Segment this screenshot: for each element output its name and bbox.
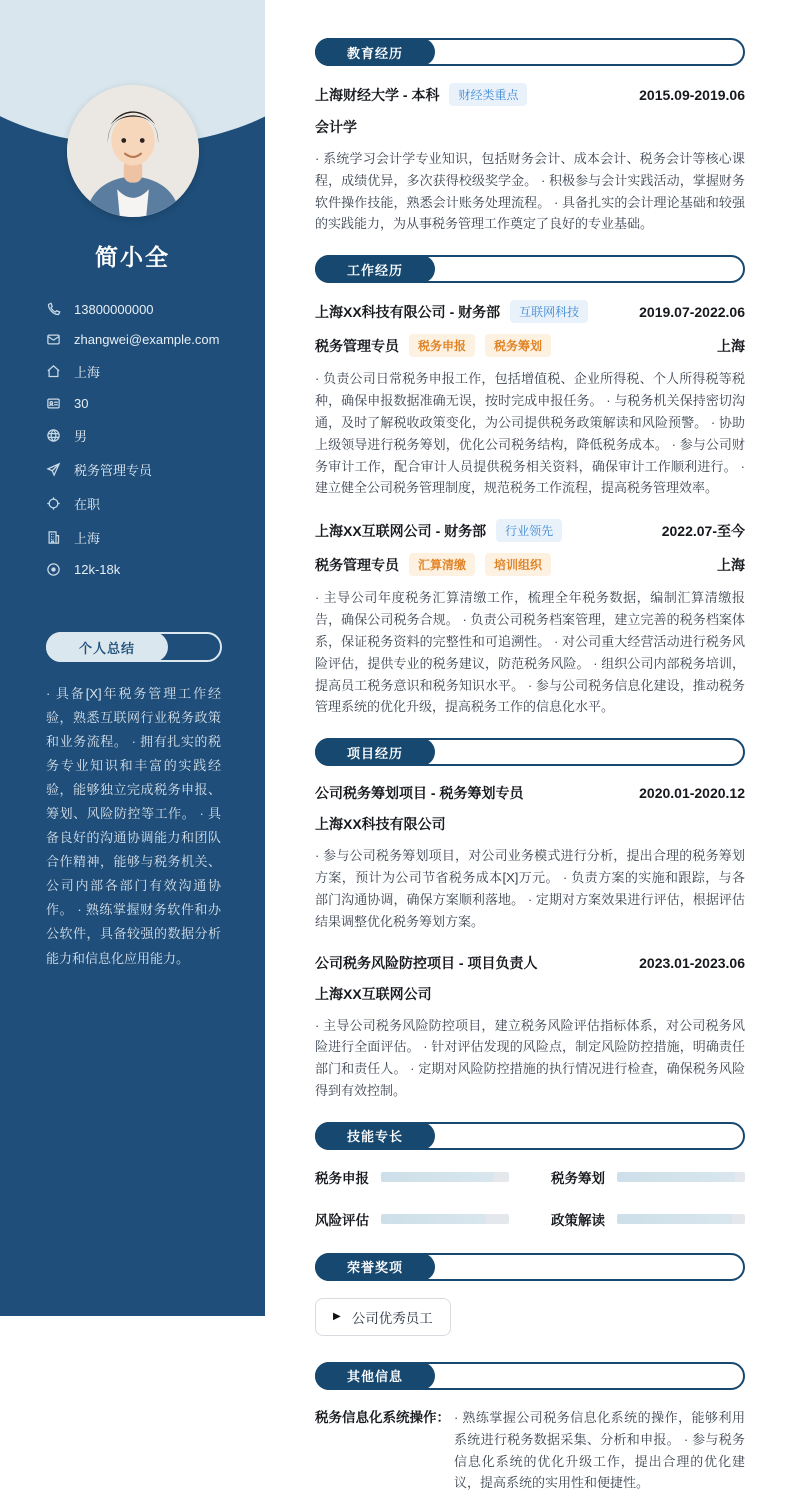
contact-salary-value: 12k-18k <box>74 562 121 577</box>
job-role: 税务管理专员 <box>315 556 399 573</box>
project-date: 2023.01-2023.06 <box>639 954 745 971</box>
job-role-row <box>315 334 745 357</box>
honors-section-header <box>315 1253 745 1281</box>
project-description: · 参与公司税务筹划项目，对公司业务模式进行分析，提出合理的税务筹划方案，预计为公司节省税务成本[X]万元。 · 负责方案的实施和跟踪，与各部门沟通协调，确保方案顺利落地。 · 定期对方案效果进行评估，根据评估结果调整优化税务筹划方案。 <box>315 848 745 929</box>
summary-section-header <box>46 632 222 662</box>
paper-plane-icon <box>46 462 61 477</box>
project-company: 上海XX科技有限公司 <box>315 816 446 833</box>
job-company-tag-badge: 行业领先 <box>496 519 562 542</box>
home-icon <box>46 364 61 379</box>
job-company-tag-badge: 互联网科技 <box>510 300 588 323</box>
skill-item <box>315 1167 509 1187</box>
education-description: · 系统学习会计学专业知识，包括财务会计、成本会计、税务会计等核心课程，成绩优异，多次获得校级奖学金。 · 积极参与会计实践活动，掌握财务软件操作技能，熟悉会计账务处理流程。 · 具备扎实的会计理论基础和较强的实践能力，为从事税务管理工作奠定了良好的专业基础。 <box>315 151 745 232</box>
job-date: 2019.07-2022.06 <box>639 303 745 320</box>
status-icon <box>46 496 61 511</box>
skill-bar-fill <box>381 1214 486 1224</box>
education-date: 2015.09-2019.06 <box>639 86 745 103</box>
skill-bar <box>617 1214 745 1224</box>
work-section-title: 工作经历 <box>315 255 435 283</box>
project-entry-header <box>315 953 745 973</box>
job-company: 上海XX科技有限公司 - 财务部 <box>315 303 501 320</box>
summary-section-title: 个人总结 <box>46 632 168 662</box>
job-skill-tag-badge: 税务申报 <box>409 334 475 357</box>
skills-section-title: 技能专长 <box>315 1122 435 1150</box>
project-company: 上海XX互联网公司 <box>315 985 432 1002</box>
skills-grid <box>315 1167 745 1229</box>
job-description: · 负责公司日常税务申报工作，包括增值税、企业所得税、个人所得税等税种，确保申报数据准确无误，按时完成申报任务。 · 与税务机关保持密切沟通，及时了解税收政策变化，为公司提供税务政策解读和风险预警。 · 协助上级领导进行税务筹划，优化公司税务结构，降低税务成本。 · 参与公司财务审计工作，配合审计人员提供税务相关资料，确保审计工作顺利进行。 · 建立健全公司税务管理制度，规范税务工作流程，提高税务管理效率。 <box>315 371 745 496</box>
skill-bar <box>617 1172 745 1182</box>
skill-bar <box>381 1172 509 1182</box>
projects-section-title: 项目经历 <box>315 738 435 766</box>
contact-location <box>46 362 219 381</box>
job-skill-tag-badge: 税务筹划 <box>485 334 551 357</box>
email-icon <box>46 332 61 347</box>
contact-email-value: zhangwei@example.com <box>74 332 220 347</box>
salary-icon <box>46 562 61 577</box>
summary-text: · 具备[X]年税务管理工作经验，熟悉互联网行业税务政策和业务流程。 · 拥有扎实的税务专业知识和丰富的实践经验，能够独立完成税务申报、筹划、风险防控等工作。 · 具备良好的沟通协调能力和团队合作精神，能够与税务机关、公司内部各部门有效沟通协作。 · 熟练掌握财务软件和办公软件，具备较强的数据分析能力和信息化应用能力。 <box>46 686 221 966</box>
skills-section-header <box>315 1122 745 1150</box>
phone-icon <box>46 302 61 317</box>
gender-icon <box>46 428 61 443</box>
contact-salary <box>46 562 219 577</box>
skill-item <box>551 1209 745 1229</box>
project-entry-header <box>315 783 745 803</box>
job-entry-header <box>315 300 745 323</box>
candidate-name: 简小全 <box>95 244 170 270</box>
skill-bar-fill <box>617 1172 735 1182</box>
job-role-row <box>315 553 745 576</box>
skill-name: 税务申报 <box>315 1170 369 1186</box>
id-card-icon <box>46 396 61 411</box>
education-major: 会计学 <box>315 119 357 135</box>
education-entry-header <box>315 83 745 106</box>
skill-name: 风险评估 <box>315 1212 369 1228</box>
sidebar <box>0 0 265 1316</box>
honor-expand-button[interactable] <box>315 1298 451 1336</box>
honor-label: 公司优秀员工 <box>351 1310 433 1326</box>
job-description: · 主导公司年度税务汇算清缴工作，梳理全年税务数据，编制汇算清缴报告，确保公司税务合规。 · 负责公司税务档案管理，建立完善的税务档案体系，保证税务资料的完整性和可追溯性。 · 对公司重大经营活动进行税务风险评估，提供专业的税务建议，防范税务风险。 · 组织公司内部税务培训，提高员工税务意识和税务知识水平。 · 参与公司税务信息化建设，推动税务管理系统的优化升级，提高税务工作的信息化水平。 <box>315 590 745 715</box>
main-content <box>315 0 745 1494</box>
skill-bar-fill <box>381 1172 494 1182</box>
building-icon <box>46 530 61 545</box>
contact-phone-value: 13800000000 <box>74 302 154 317</box>
project-date: 2020.01-2020.12 <box>639 785 745 802</box>
job-entry-header <box>315 519 745 542</box>
contact-email <box>46 332 219 347</box>
skill-bar <box>381 1214 509 1224</box>
education-school: 上海财经大学 - 本科 <box>315 86 440 103</box>
contact-gender <box>46 426 219 445</box>
contact-status-value: 在职 <box>74 497 101 512</box>
education-section-title: 教育经历 <box>315 38 435 66</box>
skill-item <box>315 1209 509 1229</box>
work-section-header <box>315 255 745 283</box>
job-skill-tag-badge: 培训组织 <box>485 553 551 576</box>
contact-list <box>0 302 265 577</box>
contact-company-city-value: 上海 <box>74 531 101 546</box>
project-name: 公司税务筹划项目 - 税务筹划专员 <box>315 785 524 802</box>
contact-age-value: 30 <box>74 396 89 411</box>
job-skill-tag-badge: 汇算清缴 <box>409 553 475 576</box>
contact-location-value: 上海 <box>74 365 101 380</box>
avatar-illustration <box>67 85 199 217</box>
other-info-label: 税务信息化系统操作： <box>315 1409 450 1425</box>
projects-section-header <box>315 738 745 766</box>
education-section-header <box>315 38 745 66</box>
job-date: 2022.07-至今 <box>661 522 745 539</box>
play-triangle-icon: ▶ <box>333 1310 341 1322</box>
job-location: 上海 <box>717 556 745 573</box>
skill-name: 税务筹划 <box>551 1170 605 1186</box>
job-company: 上海XX互联网公司 - 财务部 <box>315 522 487 539</box>
job-location: 上海 <box>717 337 745 354</box>
contact-status <box>46 494 219 513</box>
avatar <box>67 85 199 217</box>
skill-bar-fill <box>617 1214 732 1224</box>
contact-position-value: 税务管理专员 <box>74 463 153 478</box>
other-info-row <box>315 1407 745 1494</box>
education-tag-badge: 财经类重点 <box>449 83 527 106</box>
contact-age <box>46 396 219 411</box>
project-description: · 主导公司税务风险防控项目，建立税务风险评估指标体系，对公司税务风险进行全面评估。 · 针对评估发现的风险点，制定风险防控措施，明确责任部门和责任人。 · 定期对风险防控措施的执行情况进行检查，确保税务风险得到有效控制。 <box>315 1017 745 1099</box>
skill-item <box>551 1167 745 1187</box>
project-name: 公司税务风险防控项目 - 项目负责人 <box>315 954 538 971</box>
job-role: 税务管理专员 <box>315 337 399 354</box>
contact-gender-value: 男 <box>74 429 88 444</box>
contact-position <box>46 460 219 479</box>
skill-name: 政策解读 <box>551 1212 605 1228</box>
contact-company-city <box>46 528 219 547</box>
other-section-header <box>315 1362 745 1390</box>
other-section-title: 其他信息 <box>315 1362 435 1390</box>
honors-section-title: 荣誉奖项 <box>315 1253 435 1281</box>
other-info-text: · 熟练掌握公司税务信息化系统的操作，能够利用系统进行税务数据采集、分析和申报。 · 参与税务信息化系统的优化升级工作，提出合理的优化建议，提高系统的实用性和便捷性。 <box>454 1409 745 1491</box>
contact-phone <box>46 302 219 317</box>
